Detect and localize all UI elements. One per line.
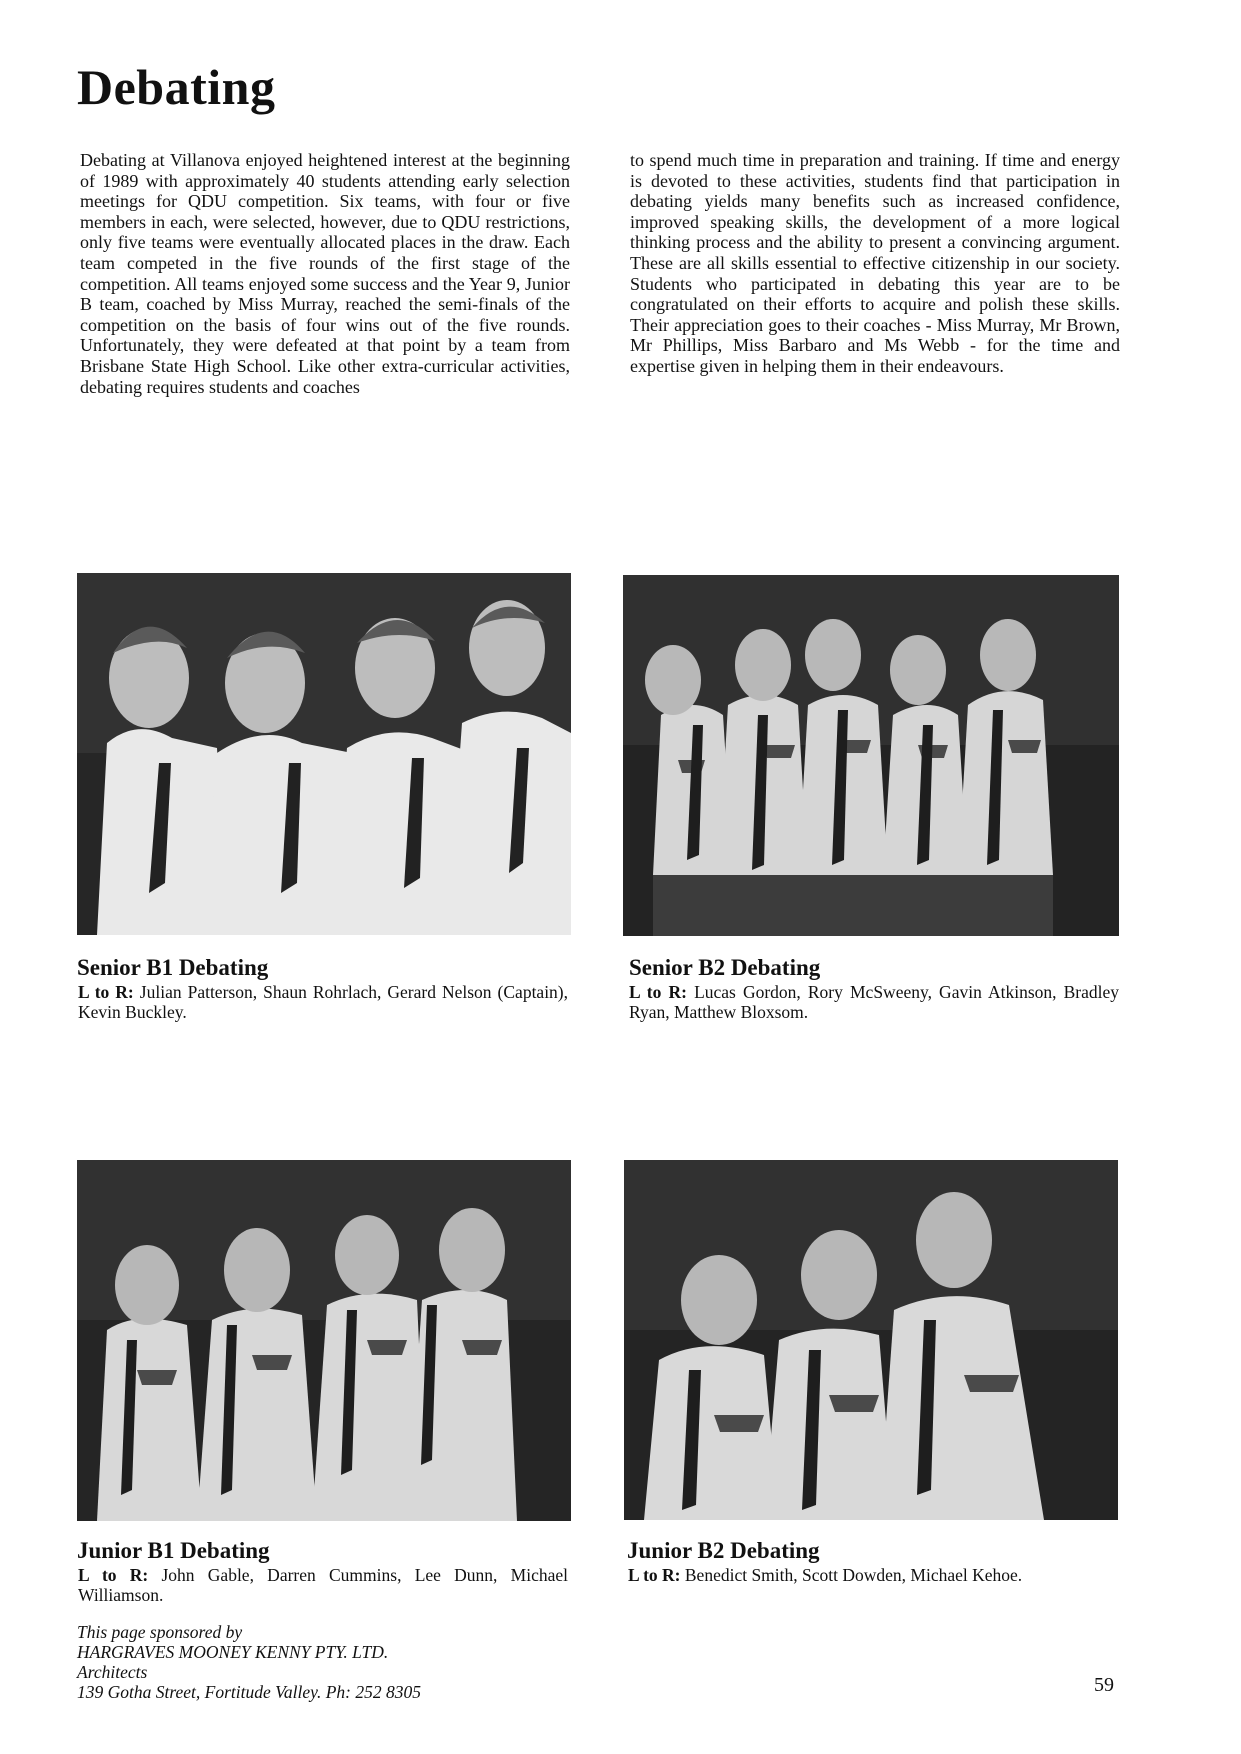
caption-names-senior-b1 <box>78 982 568 1022</box>
caption-title-senior-b1: Senior B1 Debating <box>77 955 269 980</box>
sponsor-line: This page sponsored by <box>77 1622 243 1642</box>
page-title: Debating <box>77 59 276 115</box>
sponsor-profession: Architects <box>77 1662 148 1682</box>
caption-title-junior-b1: Junior B1 Debating <box>77 1538 270 1563</box>
sponsor-block <box>77 1622 421 1702</box>
caption-title-junior-b2: Junior B2 Debating <box>627 1538 820 1563</box>
team-photo-senior-b1 <box>77 573 571 935</box>
caption-names-junior-b1 <box>78 1565 568 1605</box>
names-text: Benedict Smith, Scott Dowden, Michael Kehoe. <box>684 1565 1023 1585</box>
lr-label: L to R: <box>629 982 687 1002</box>
lr-label: L to R: <box>628 1565 681 1585</box>
names-text: John Gable, Darren Cummins, Lee Dunn, Michael Williamson. <box>78 1565 568 1605</box>
lr-label: L to R: <box>78 982 134 1002</box>
lr-label: L to R: <box>78 1565 149 1585</box>
team-photo-senior-b2 <box>623 575 1119 936</box>
caption-names-senior-b2 <box>629 982 1119 1022</box>
intro-text-right: to spend much time in preparation and training. If time and energy is devoted to these activities, students find that participation in debating yields many benefits such as increased confidence, improved speaking skills, the development of a more logical thinking process and the ability to present a convincing argument. These are all skills essential to effective citizenship in our society. Students who participated in debating this year are to be congratulated on their efforts to acquire and polish these skills. Their appreciation goes to their coaches - Miss Murray, Mr Brown, Mr Phillips, Miss Barbaro and Ms Webb - for the time and expertise given in helping them in their endeavours. <box>630 150 1120 376</box>
sponsor-company: HARGRAVES MOONEY KENNY PTY. LTD. <box>77 1642 389 1662</box>
caption-names-junior-b2 <box>628 1565 1118 1585</box>
names-text: Lucas Gordon, Rory McSweeny, Gavin Atkinson, Bradley Ryan, Matthew Bloxsom. <box>629 982 1120 1022</box>
team-photo-junior-b2 <box>624 1160 1118 1520</box>
names-text: Julian Patterson, Shaun Rohrlach, Gerard Nelson (Captain), Kevin Buckley. <box>78 982 569 1022</box>
intro-text-left: Debating at Villanova enjoyed heightened interest at the beginning of 1989 with approximately 40 students attending early selection meetings for QDU competition. Six teams, with four or five members in each, were selected, however, due to QDU restrictions, only five teams were eventually allocated places in the draw. Each team competed in the five rounds of the first stage of the competition. All teams enjoyed some success and the Year 9, Junior B team, coached by Miss Murray, reached the semi-finals of the competition on the basis of four wins out of the five rounds. Unfortunately, they were defeated at that point by a team from Brisbane State High School. Like other extra-curricular activities, debating requires students and coaches <box>80 150 570 397</box>
page-number: 59 <box>1094 1674 1114 1696</box>
team-photo-junior-b1 <box>77 1160 571 1521</box>
caption-title-senior-b2: Senior B2 Debating <box>629 955 821 980</box>
sponsor-address: 139 Gotha Street, Fortitude Valley. Ph: 252 8305 <box>77 1682 421 1702</box>
